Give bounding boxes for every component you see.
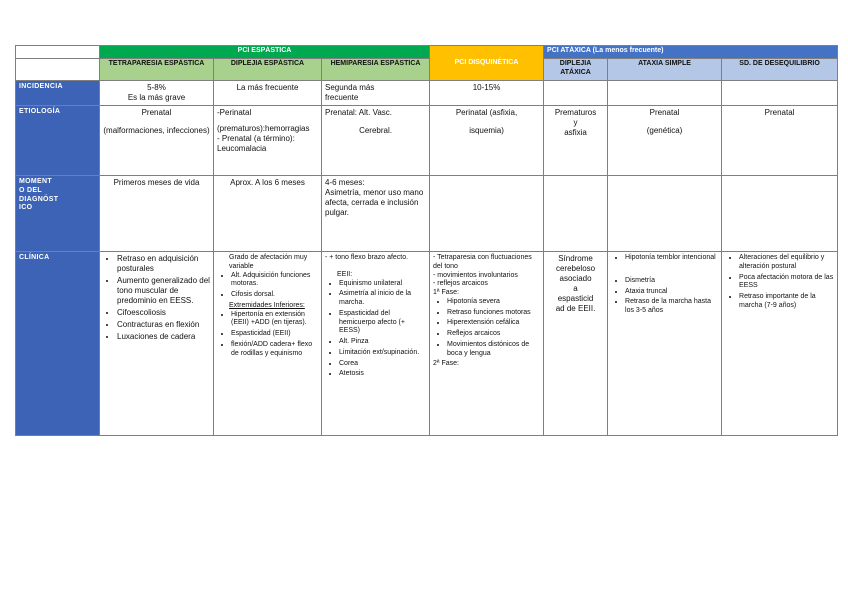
clinica-ataxia-simple	[608, 252, 722, 436]
clinica-tetraparesia	[100, 252, 214, 436]
subheader-sd-desequilibrio: SD. DE DESEQUILIBRIO	[722, 59, 838, 81]
list-item: • Corea	[339, 360, 426, 369]
clinica-hemiparesia	[322, 252, 430, 436]
etiologia-diplejia-ataxica	[544, 106, 608, 176]
cell-line: Prenatal	[141, 108, 172, 117]
list-item: • Ataxia truncal	[625, 288, 718, 297]
subheader-tetraparesia: TETRAPARESIA ESPÁSTICA	[100, 59, 214, 81]
list-item: • Alteraciones del equilibrio y alteración postural	[739, 254, 834, 272]
cell-line: Es la más grave	[127, 93, 186, 102]
corner-cell-2	[16, 59, 100, 81]
list-item: • Cifosis dorsal.	[231, 291, 318, 300]
clinica-diplejia	[214, 252, 322, 436]
label-line: MOMENT	[19, 178, 52, 185]
cell-line: - Prenatal (a término): Leucomalacia	[217, 134, 295, 153]
label-line: DIAGNÓST	[19, 195, 59, 203]
cell-subheading: Extremidades Inferiores:	[229, 301, 305, 309]
list-item: • Alt. Pinza	[339, 338, 426, 347]
cell-line: (prematuros):hemorragias	[217, 124, 310, 133]
incidencia-diplejia: La más frecuente	[214, 81, 322, 106]
cell-line: ad de EEII.	[555, 304, 596, 313]
list-item: • Hipertonía en extensión (EEII) +ADD (en tijeras).	[231, 311, 318, 329]
momento-ataxia-simple	[608, 176, 722, 252]
subheader-diplejia-espastica: DIPLEJIA ESPÁSTICA	[214, 59, 322, 81]
incidencia-ataxia-simple	[608, 81, 722, 106]
list-item: • Movimientos distónicos de boca y lengua	[447, 341, 540, 359]
cell-line: 4-6 meses:	[325, 178, 365, 187]
row-label-etiologia: ETIOLOGÍA	[16, 106, 100, 176]
etiologia-diplejia	[214, 106, 322, 176]
group-pci-ataxica: PCI ATÁXICA (La menos frecuente)	[544, 46, 838, 59]
cell-line: Grado de afectación muy variable	[229, 254, 308, 270]
cell-line: 1ª Fase:	[433, 289, 459, 296]
cell-line: (malformaciones, infecciones)	[103, 126, 210, 135]
etiologia-disquinetica	[430, 106, 544, 176]
subheader-diplejia-ataxica: DIPLEJIA ATÁXICA	[544, 59, 608, 81]
clinica-desequilibrio	[722, 252, 838, 436]
list-item: • Reflejos arcaicos	[447, 330, 540, 339]
incidencia-diplejia-ataxica	[544, 81, 608, 106]
subheader-ataxia-simple: ATAXIA SIMPLE	[608, 59, 722, 81]
cell-line: espasticid	[557, 294, 594, 303]
cell-line: 2ª Fase:	[433, 360, 459, 368]
list-item: • Espasticidad (EEII)	[231, 330, 318, 339]
pci-table	[15, 45, 838, 436]
list-item: • flexión/ADD cadera+ flexo de rodillas y equinismo	[231, 341, 318, 359]
cell-line: Síndrome	[558, 254, 593, 263]
etiologia-desequilibrio: Prenatal	[722, 106, 838, 176]
etiologia-ataxia-simple	[608, 106, 722, 176]
momento-diplejia-ataxica	[544, 176, 608, 252]
cell-line: asociado	[559, 274, 592, 283]
incidencia-disquinetica: 10-15%	[430, 81, 544, 106]
clinica-disquinetica	[430, 252, 544, 436]
corner-cell	[16, 46, 100, 59]
list-item: • Hipotonía severa	[447, 298, 540, 307]
momento-desequilibrio	[722, 176, 838, 252]
incidencia-desequilibrio	[722, 81, 838, 106]
cell-line: a	[573, 284, 578, 293]
group-pci-disquinetica: PCI DISQUINÉTICA	[430, 46, 544, 81]
incidencia-tetraparesia	[100, 81, 214, 106]
incidencia-hemiparesia	[322, 81, 430, 106]
cell-line: (genética)	[646, 126, 683, 135]
list-item: • Retraso importante de la marcha (7-9 años)	[739, 293, 834, 311]
list-item: • Alt. Adquisición funciones motoras.	[231, 272, 318, 290]
list-item: • Aumento generalizado del tono muscular de predominio en EESS.	[117, 276, 210, 306]
etiologia-hemiparesia	[322, 106, 430, 176]
label-line: ICO	[19, 204, 33, 212]
momento-disquinetica	[430, 176, 544, 252]
list-item: • Luxaciones de cadera	[117, 332, 210, 342]
momento-tetraparesia: Primeros meses de vida	[100, 176, 214, 252]
cell-line: Perinatal (asfixia,	[455, 108, 518, 117]
cell-line: - reflejos arcaicos	[433, 280, 488, 288]
cell-line: Asimetría, menor uso mano afecta, cerrada e inclusión pulgar.	[325, 188, 424, 217]
list-item: • Hiperextensión cefálica	[447, 319, 540, 328]
cell-line: asfixia	[564, 128, 587, 137]
cell-line: 5-8%	[147, 83, 166, 92]
row-label-incidencia: INCIDENCIA	[16, 81, 100, 106]
list-item: • Retraso funciones motoras	[447, 309, 540, 318]
list-item: • Poca afectación motora de las EESS	[739, 274, 834, 292]
list-item: • Hipotonía temblor intencional	[625, 254, 718, 263]
list-item: • Asimetría al inicio de la marcha.	[339, 290, 426, 308]
cell-subheading: EEII:	[337, 270, 353, 278]
cell-line: frecuente	[325, 93, 359, 102]
cell-line: cerebeloso	[555, 264, 596, 273]
subheader-hemiparesia: HEMIPARESIA ESPÁSTICA	[322, 59, 430, 81]
cell-line: Prematuros	[554, 108, 597, 117]
list-item: • Contracturas en flexión	[117, 320, 210, 330]
momento-hemiparesia	[322, 176, 430, 252]
cell-line: - movimientos involuntarios	[433, 271, 518, 279]
cell-line: Segunda más	[325, 83, 375, 92]
row-label-momento-diagnostico	[16, 176, 100, 252]
clinica-diplejia-ataxica	[544, 252, 608, 436]
cell-line: Prenatal	[649, 108, 680, 117]
list-item: • Limitación ext/supinación.	[339, 349, 426, 358]
list-item: • Dismetría	[625, 277, 718, 286]
cell-line: - Tetraparesia con fluctuaciones del tono	[433, 254, 532, 270]
etiologia-tetraparesia	[100, 106, 214, 176]
label-line: O DEL	[19, 186, 42, 194]
cell-line: - + tono flexo brazo afecto.	[325, 254, 409, 261]
momento-diplejia: Aprox. A los 6 meses	[214, 176, 322, 252]
cell-line: isquemia)	[469, 126, 504, 135]
list-item: • Equinismo unilateral	[339, 280, 426, 289]
cell-line: -Perinatal	[217, 108, 252, 117]
list-item: • Espasticidad del hemicuerpo afecto (+ EESS)	[339, 310, 426, 336]
group-pci-espastica: PCI ESPÁSTICA	[100, 46, 430, 59]
list-item: • Cifoescoliosis	[117, 308, 210, 318]
list-item: • Retraso de la marcha hasta los 3-5 años	[625, 298, 718, 316]
cell-line: Prenatal: Alt. Vasc.	[325, 108, 392, 117]
row-label-clinica: CLÍNICA	[16, 252, 100, 436]
list-item: • Retraso en adquisición posturales	[117, 254, 210, 274]
list-item: • Atetosis	[339, 370, 426, 379]
cell-line: Cerebral.	[359, 126, 392, 135]
cell-line: y	[573, 118, 578, 127]
